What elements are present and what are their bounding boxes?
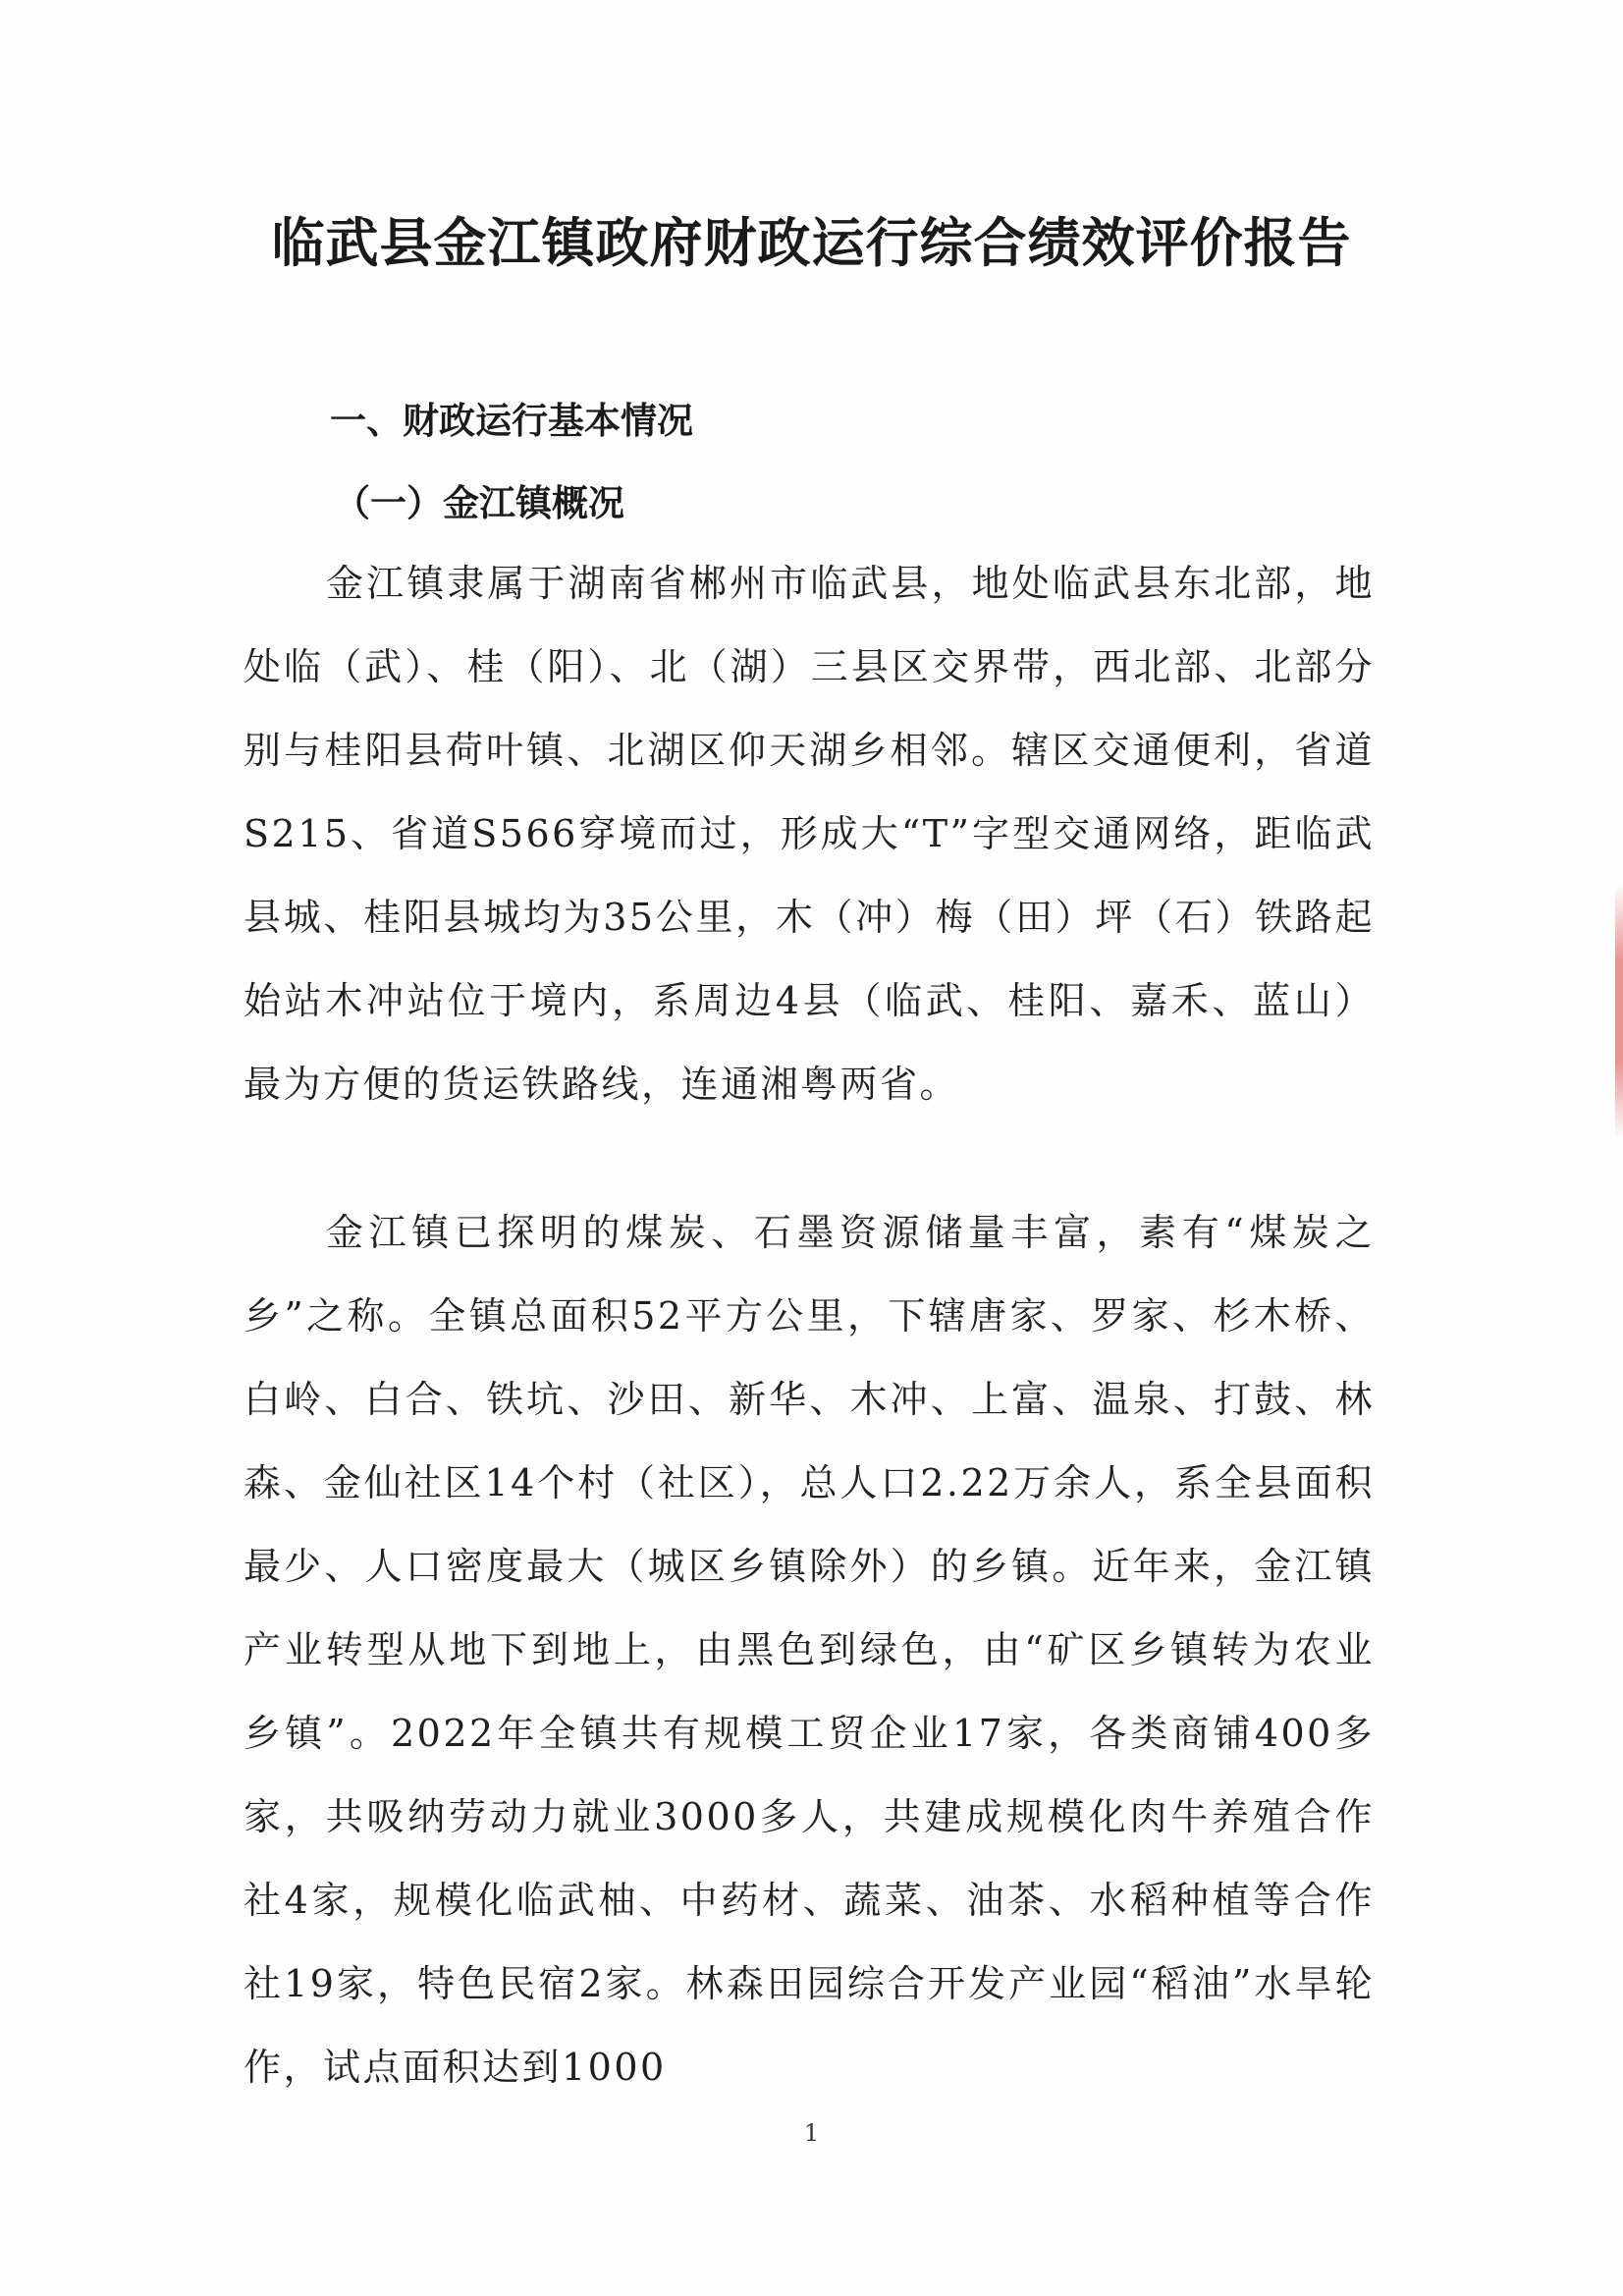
seal-edge-mark (1615, 884, 1623, 1139)
body-paragraph: 金江镇隶属于湖南省郴州市临武县，地处临武县东北部，地处临（武）、桂（阳）、北（湖）三县区交界带，西北部、北部分别与桂阳县荷叶镇、北湖区仰天湖乡相邻。辖区交通便利，省道S215、省道S566穿境而过，形成大“T”字型交通网络，距临武县城、桂阳县城均为35公里，木（冲）梅（田）坪（石）铁路起始站木冲站位于境内，系周边4县（临武、桂阳、嘉禾、蓝山）最为方便的货运铁路线，连通湘粤两省。 (243, 562, 1375, 1106)
document-title: 临武县金江镇政府财政运行综合绩效评价报告 (271, 212, 1352, 274)
body-paragraph: 金江镇已探明的煤炭、石墨资源储量丰富，素有“煤炭之乡”之称。全镇总面积52平方公里，下辖唐家、罗家、杉木桥、白岭、白合、铁坑、沙田、新华、木冲、上富、温泉、打鼓、林森、金仙社区14个村（社区），总人口2.22万余人，系全县面积最少、人口密度最大（城区乡镇除外）的乡镇。近年来，金江镇产业转型从地下到地上，由黑色到绿色，由“矿区乡镇转为农业乡镇”。2022年全镇共有规模工贸企业17家，各类商铺400多家，共吸纳劳动力就业3000多人，共建成规模化肉牛养殖合作社4家，规模化临武柚、中药材、蔬菜、油茶、水稻种植等合作社19家，特色民宿2家。林森田园综合开发产业园“稻油”水旱轮作，试点面积达到1000 (243, 1211, 1375, 2089)
subsection-heading: （一）金江镇概况 (334, 481, 624, 524)
page-number: 1 (803, 2119, 820, 2147)
section-heading: 一、财政运行基本情况 (330, 400, 693, 442)
